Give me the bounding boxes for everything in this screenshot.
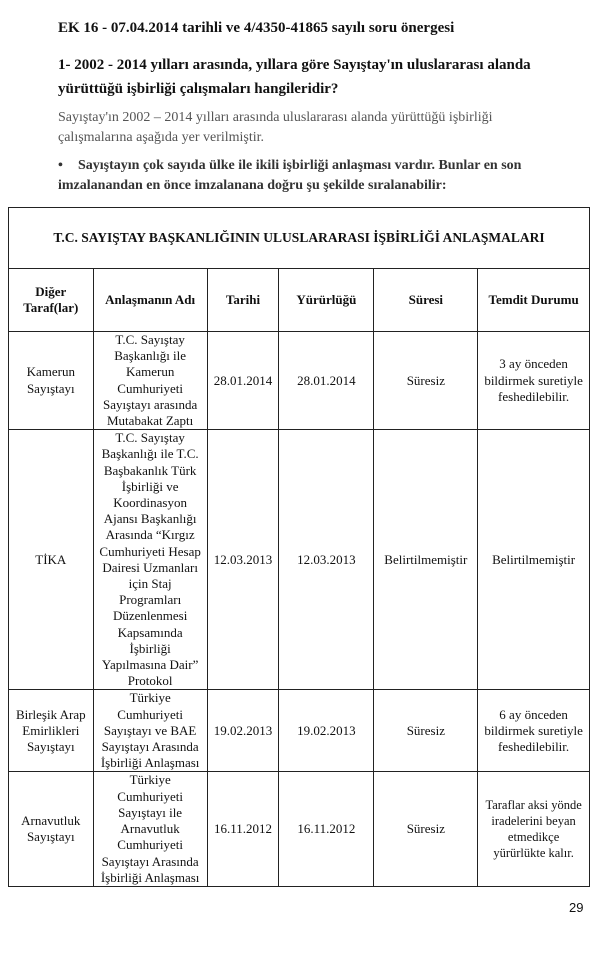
- cell-duration: Belirtilmemiştir: [374, 430, 478, 690]
- cell-date: 28.01.2014: [207, 332, 279, 430]
- cell-party: Birleşik Arap Emirlikleri Sayıştayı: [9, 690, 94, 772]
- table-row: [9, 772, 590, 886]
- header-party: Diğer Taraf(lar): [9, 269, 94, 332]
- page-number: 29: [569, 900, 584, 915]
- cell-effective: 16.11.2012: [279, 772, 374, 886]
- header-date: Tarihi: [207, 269, 279, 332]
- cell-extension: 6 ay önceden bildirmek suretiyle feshedilebilir.: [478, 690, 590, 772]
- cell-date: 19.02.2013: [207, 690, 279, 772]
- cell-agreement-name: Türkiye Cumhuriyeti Sayıştayı ve BAE Sayıştayı Arasında İşbirliği Anlaşması: [93, 690, 207, 772]
- cell-extension: Taraflar aksi yönde iradelerini beyan etmedikçe yürürlükte kalır.: [478, 772, 590, 886]
- intro-paragraph: [58, 108, 578, 148]
- table-row: [9, 690, 590, 772]
- intro-line-1: Sayıştay'ın 2002 – 2014 yılları arasında uluslararası alanda yürüttüğü işbirliği: [58, 110, 493, 125]
- cell-duration: Süresiz: [374, 772, 478, 886]
- question-line-1: 1- 2002 - 2014 yılları arasında, yıllara göre Sayıştay'ın uluslararası alanda: [58, 57, 531, 73]
- cell-party: TİKA: [9, 430, 94, 690]
- cell-effective: 28.01.2014: [279, 332, 374, 430]
- cell-duration: Süresiz: [374, 690, 478, 772]
- table-row: [9, 430, 590, 690]
- cell-party: Arnavutluk Sayıştayı: [9, 772, 94, 886]
- bullet-icon: •: [58, 158, 63, 173]
- table-title: T.C. SAYIŞTAY BAŞKANLIĞININ ULUSLARARASI İŞBİRLİĞİ ANLAŞMALARI: [9, 208, 590, 269]
- bullet-line-2: imzalanandan en önce imzalanana doğru şu şekilde sıralanabilir:: [58, 178, 447, 193]
- page-heading: EK 16 - 07.04.2014 tarihli ve 4/4350-41865 sayılı soru önergesi: [58, 20, 455, 36]
- bullet-line-1: Sayıştayın çok sayıda ülke ile ikili işbirliği anlaşması vardır. Bunlar en son: [78, 158, 522, 173]
- cell-agreement-name: T.C. Sayıştay Başkanlığı ile T.C. Başbakanlık Türk İşbirliği ve Koordinasyon Ajansı Başkanlığı Arasında “Kırgız Cumhuriyeti Hesap Dairesi Uzmanları için Staj Programları Düzenlenmesi Kapsamında İşbirliği Yapılmasına Dair” Protokol: [93, 430, 207, 690]
- cell-date: 16.11.2012: [207, 772, 279, 886]
- header-extension: Temdit Durumu: [478, 269, 590, 332]
- cell-effective: 12.03.2013: [279, 430, 374, 690]
- header-agreement-name: Anlaşmanın Adı: [93, 269, 207, 332]
- cell-duration: Süresiz: [374, 332, 478, 430]
- agreements-table: [8, 207, 590, 887]
- cell-agreement-name: Türkiye Cumhuriyeti Sayıştayı ile Arnavutluk Cumhuriyeti Sayıştayı Arasında İşbirliği Anlaşması: [93, 772, 207, 886]
- intro-line-2: çalışmalarına aşağıda yer verilmiştir.: [58, 130, 265, 145]
- cell-extension: Belirtilmemiştir: [478, 430, 590, 690]
- question-text: [58, 53, 578, 101]
- cell-party: Kamerun Sayıştayı: [9, 332, 94, 430]
- header-effective: Yürürlüğü: [279, 269, 374, 332]
- bullet-paragraph: [58, 156, 578, 196]
- cell-agreement-name: T.C. Sayıştay Başkanlığı ile Kamerun Cumhuriyeti Sayıştayı arasında Mutabakat Zaptı: [93, 332, 207, 430]
- question-line-2: yürüttüğü işbirliği çalışmaları hangileridir?: [58, 81, 339, 97]
- cell-date: 12.03.2013: [207, 430, 279, 690]
- table-row: [9, 332, 590, 430]
- header-duration: Süresi: [374, 269, 478, 332]
- cell-extension: 3 ay önceden bildirmek suretiyle feshedilebilir.: [478, 332, 590, 430]
- cell-effective: 19.02.2013: [279, 690, 374, 772]
